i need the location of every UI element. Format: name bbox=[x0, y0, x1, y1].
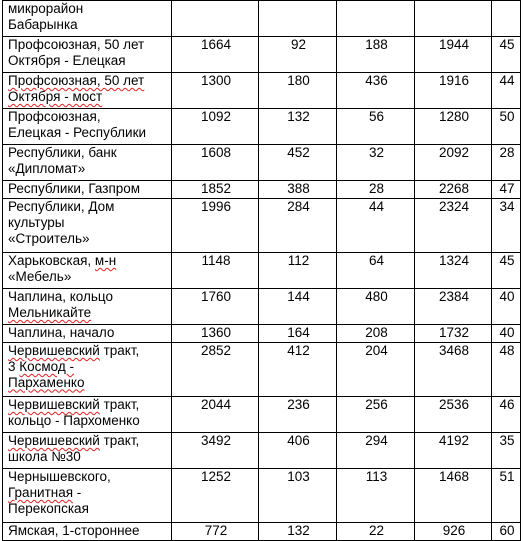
value-cell: 180 bbox=[259, 73, 337, 109]
value-cell: 46 bbox=[492, 397, 521, 433]
location-text: Червишевский bbox=[8, 343, 100, 358]
location-text: - bbox=[73, 484, 82, 500]
location-line bbox=[8, 523, 168, 539]
location-text: Елецкая - Республики bbox=[8, 124, 147, 140]
value-cell: 132 bbox=[259, 109, 337, 145]
location-text: Республики, банк bbox=[8, 145, 117, 160]
value-cell: 92 bbox=[259, 37, 337, 73]
value-cell: 388 bbox=[259, 181, 337, 199]
table-row bbox=[3, 325, 521, 343]
table-row bbox=[3, 433, 521, 469]
value-cell: 1944 bbox=[415, 37, 492, 73]
location-cell bbox=[3, 469, 172, 523]
location-line bbox=[8, 1, 168, 17]
location-cell bbox=[3, 433, 172, 469]
value-cell: 50 bbox=[492, 109, 521, 145]
value-cell: 452 bbox=[259, 145, 337, 181]
value-cell bbox=[172, 1, 259, 37]
location-line bbox=[8, 253, 168, 269]
location-line bbox=[8, 215, 168, 231]
location-line bbox=[8, 343, 168, 359]
location-text: Перекопская bbox=[8, 500, 89, 516]
location-text: кольцо - Пархоменко bbox=[8, 412, 140, 428]
location-text: «Мебель» bbox=[8, 268, 72, 284]
location-line bbox=[8, 305, 168, 321]
location-line bbox=[8, 181, 168, 197]
table-row bbox=[3, 343, 521, 397]
value-cell: 45 bbox=[492, 37, 521, 73]
location-line bbox=[8, 501, 168, 517]
value-cell: 34 bbox=[492, 199, 521, 253]
value-cell: 4192 bbox=[415, 433, 492, 469]
location-text: Профсоюзная, bbox=[8, 109, 101, 124]
value-cell: 2384 bbox=[415, 289, 492, 325]
location-line bbox=[8, 37, 168, 53]
value-cell: 44 bbox=[337, 199, 415, 253]
location-cell bbox=[3, 397, 172, 433]
value-cell: 204 bbox=[337, 343, 415, 397]
value-cell: 926 bbox=[415, 523, 492, 541]
location-text: культуры bbox=[8, 214, 65, 230]
value-cell: 406 bbox=[259, 433, 337, 469]
value-cell: 1468 bbox=[415, 469, 492, 523]
location-text: Харьковская, bbox=[8, 253, 95, 268]
value-cell: 436 bbox=[337, 73, 415, 109]
value-cell: 22 bbox=[337, 523, 415, 541]
table-row bbox=[3, 199, 521, 253]
value-cell: 1608 bbox=[172, 145, 259, 181]
location-text: тракт, bbox=[99, 433, 140, 448]
value-cell: 44 bbox=[492, 73, 521, 109]
location-line bbox=[8, 125, 168, 141]
table-row bbox=[3, 397, 521, 433]
location-line bbox=[8, 73, 168, 89]
location-cell bbox=[3, 289, 172, 325]
location-text: «Дипломат» bbox=[8, 160, 86, 176]
location-cell bbox=[3, 199, 172, 253]
value-cell: 3492 bbox=[172, 433, 259, 469]
value-cell: 40 bbox=[492, 325, 521, 343]
location-line bbox=[8, 325, 168, 341]
value-cell: 1732 bbox=[415, 325, 492, 343]
value-cell: 1324 bbox=[415, 253, 492, 289]
table-row bbox=[3, 253, 521, 289]
location-line bbox=[8, 89, 168, 105]
value-cell: 1252 bbox=[172, 469, 259, 523]
location-text: Чаплина, начало bbox=[8, 325, 115, 340]
value-cell: 1300 bbox=[172, 73, 259, 109]
value-cell: 56 bbox=[337, 109, 415, 145]
location-text: тракт, bbox=[99, 397, 140, 412]
value-cell: 103 bbox=[259, 469, 337, 523]
location-text: Октября - Елецкая bbox=[8, 52, 126, 68]
value-cell: 294 bbox=[337, 433, 415, 469]
value-cell: 1664 bbox=[172, 37, 259, 73]
location-line bbox=[8, 161, 168, 177]
location-cell bbox=[3, 145, 172, 181]
value-cell: 284 bbox=[259, 199, 337, 253]
location-cell bbox=[3, 523, 172, 541]
value-cell: 32 bbox=[337, 145, 415, 181]
location-cell bbox=[3, 181, 172, 199]
table-row bbox=[3, 469, 521, 523]
location-text: школа №30 bbox=[8, 448, 81, 464]
value-cell: 2044 bbox=[172, 397, 259, 433]
location-cell bbox=[3, 73, 172, 109]
value-cell: 1996 bbox=[172, 199, 259, 253]
table-row bbox=[3, 181, 521, 199]
location-line bbox=[8, 397, 168, 413]
table-row bbox=[3, 37, 521, 73]
value-cell: 28 bbox=[337, 181, 415, 199]
table-row bbox=[3, 523, 521, 541]
location-text: Ямская, 1-стороннее bbox=[8, 523, 140, 538]
location-text: Космод - bbox=[19, 358, 75, 374]
value-cell bbox=[415, 1, 492, 37]
value-cell: 112 bbox=[259, 253, 337, 289]
value-cell: 132 bbox=[259, 523, 337, 541]
traffic-data-table bbox=[2, 0, 521, 541]
value-cell: 480 bbox=[337, 289, 415, 325]
location-line bbox=[8, 375, 168, 391]
value-cell: 188 bbox=[337, 37, 415, 73]
value-cell: 1148 bbox=[172, 253, 259, 289]
value-cell: 772 bbox=[172, 523, 259, 541]
value-cell: 113 bbox=[337, 469, 415, 523]
value-cell bbox=[492, 1, 521, 37]
value-cell: 2268 bbox=[415, 181, 492, 199]
location-text: Октября - мост bbox=[8, 88, 103, 104]
value-cell: 47 bbox=[492, 181, 521, 199]
location-text: Бабарынка bbox=[8, 16, 78, 32]
value-cell: 48 bbox=[492, 343, 521, 397]
value-cell: 1852 bbox=[172, 181, 259, 199]
location-text: Пархаменко bbox=[8, 374, 85, 390]
table-row bbox=[3, 73, 521, 109]
location-line bbox=[8, 359, 168, 375]
value-cell: 28 bbox=[492, 145, 521, 181]
location-cell bbox=[3, 37, 172, 73]
value-cell: 412 bbox=[259, 343, 337, 397]
location-cell bbox=[3, 253, 172, 289]
location-line bbox=[8, 145, 168, 161]
location-line bbox=[8, 17, 168, 33]
location-text: Республики, Газпром bbox=[8, 181, 141, 196]
value-cell: 60 bbox=[492, 523, 521, 541]
value-cell bbox=[259, 1, 337, 37]
location-text: Гранитная bbox=[8, 484, 74, 500]
value-cell: 164 bbox=[259, 325, 337, 343]
value-cell: 1360 bbox=[172, 325, 259, 343]
value-cell: 144 bbox=[259, 289, 337, 325]
value-cell: 35 bbox=[492, 433, 521, 469]
location-line bbox=[8, 485, 168, 501]
table-row bbox=[3, 1, 521, 37]
location-line bbox=[8, 269, 168, 285]
location-text: Червишевский bbox=[8, 433, 100, 448]
location-text: тракт, bbox=[99, 343, 140, 358]
value-cell: 1280 bbox=[415, 109, 492, 145]
location-line bbox=[8, 449, 168, 465]
location-text: Профсоюзная, 50 лет bbox=[8, 37, 145, 52]
location-text: Мельникайте bbox=[8, 304, 92, 320]
location-line bbox=[8, 231, 168, 247]
location-text: Чаплина, кольцо bbox=[8, 289, 113, 304]
location-text: Червишевский bbox=[8, 397, 100, 412]
value-cell: 2092 bbox=[415, 145, 492, 181]
location-text: Профсоюзная, 50 лет bbox=[8, 73, 145, 88]
location-line bbox=[8, 289, 168, 305]
value-cell: 51 bbox=[492, 469, 521, 523]
location-cell bbox=[3, 325, 172, 343]
location-text: микрорайон bbox=[8, 1, 84, 16]
location-text: Республики, Дом bbox=[8, 199, 115, 214]
location-cell bbox=[3, 109, 172, 145]
value-cell: 208 bbox=[337, 325, 415, 343]
location-text: Чернышевского, bbox=[8, 469, 111, 484]
value-cell: 3468 bbox=[415, 343, 492, 397]
table-row bbox=[3, 289, 521, 325]
location-cell bbox=[3, 1, 172, 37]
location-line bbox=[8, 53, 168, 69]
value-cell: 236 bbox=[259, 397, 337, 433]
value-cell: 2536 bbox=[415, 397, 492, 433]
value-cell: 1916 bbox=[415, 73, 492, 109]
table-row bbox=[3, 145, 521, 181]
location-line bbox=[8, 199, 168, 215]
location-text: «Строитель» bbox=[8, 230, 90, 246]
value-cell: 1760 bbox=[172, 289, 259, 325]
value-cell: 40 bbox=[492, 289, 521, 325]
location-line bbox=[8, 413, 168, 429]
value-cell: 45 bbox=[492, 253, 521, 289]
location-text: м-н bbox=[94, 253, 117, 268]
table-body bbox=[3, 1, 521, 541]
location-line bbox=[8, 469, 168, 485]
value-cell: 2324 bbox=[415, 199, 492, 253]
value-cell: 64 bbox=[337, 253, 415, 289]
value-cell: 2852 bbox=[172, 343, 259, 397]
location-text: 3 bbox=[8, 358, 20, 374]
location-line bbox=[8, 109, 168, 125]
location-line bbox=[8, 433, 168, 449]
value-cell: 256 bbox=[337, 397, 415, 433]
value-cell: 1092 bbox=[172, 109, 259, 145]
location-cell bbox=[3, 343, 172, 397]
table-row bbox=[3, 109, 521, 145]
value-cell bbox=[337, 1, 415, 37]
